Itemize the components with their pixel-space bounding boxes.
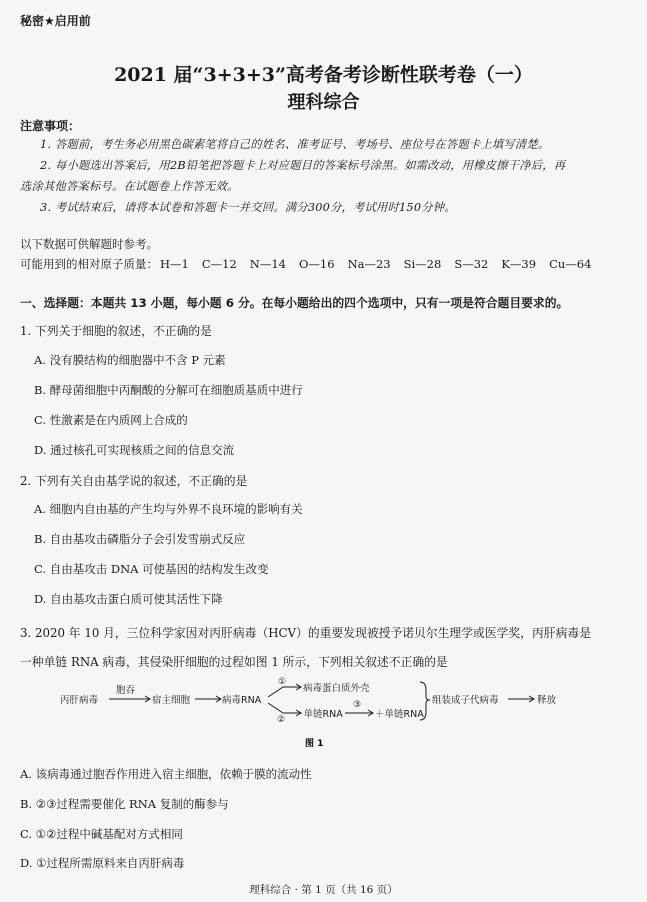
- atomic-masses-label: 可能用到的相对原子质量：: [20, 257, 158, 271]
- notice-item: 3. 考试结束后，请将本试卷和答题卡一并交回。满分300分，考试用时150分钟。: [40, 201, 456, 214]
- notice-item: 1. 答题前，考生务必用黑色碳素笔将自己的姓名、准考证号、考场号、座位号在答题卡上填写清楚。: [40, 138, 550, 151]
- atomic-mass: Na—23: [347, 257, 391, 271]
- notice-item: 选涂其他答案标号。在试题卷上作答无效。: [20, 180, 239, 193]
- step-3-marker: ③: [353, 700, 362, 710]
- node-viral-rna: 病毒RNA: [222, 695, 262, 706]
- question-1-option-c: C. 性激素是在内质网上合成的: [34, 413, 188, 427]
- question-2-stem: 2. 下列有关自由基学说的叙述，不正确的是: [20, 474, 248, 488]
- atomic-mass: K—39: [501, 257, 537, 271]
- exam-title: 2021 届“3+3+3”高考备考诊断性联考卷（一）: [114, 64, 533, 86]
- node-plus-rna: ＋单链RNA: [375, 709, 424, 720]
- atomic-mass: S—32: [454, 257, 489, 271]
- notice-item: 2. 每小题选出答案后，用2B铅笔把答题卡上对应题目的答案标号涂黑。如需改动，用橡皮擦干净后，再: [40, 159, 566, 172]
- atomic-mass: H—1: [160, 257, 189, 271]
- node-release: 释放: [537, 695, 557, 706]
- hcv-infection-diagram: [0, 676, 647, 752]
- atomic-mass: O—16: [299, 257, 335, 271]
- question-2-option-b: B. 自由基攻击磷脂分子会引发雪崩式反应: [34, 532, 246, 546]
- section-heading: 一、选择题：本题共 13 小题，每小题 6 分。在每小题给出的四个选项中，只有一项是符合题目要求的。: [20, 296, 569, 310]
- atomic-mass: Cu—64: [549, 257, 592, 271]
- label-phagocytosis: 胞吞: [116, 685, 136, 696]
- notice-heading: 注意事项：: [20, 119, 81, 133]
- question-3-option-b: B. ②③过程需要催化 RNA 复制的酶参与: [20, 797, 229, 811]
- exam-subject: 理科综合: [287, 92, 360, 113]
- question-3-stem: 3. 2020 年 10 月，三位科学家因对丙肝病毒（HCV）的重要发现被授予诺贝尔生理学或医学奖，丙肝病毒是: [20, 626, 591, 640]
- arrow-step1: [268, 687, 300, 697]
- page-footer: 理科综合 · 第 1 页（共 16 页）: [249, 884, 398, 896]
- atomic-mass: N—14: [249, 257, 286, 271]
- question-1-option-d: D. 通过核孔可实现核质之间的信息交流: [34, 443, 235, 457]
- atomic-mass: Si—28: [403, 257, 442, 271]
- question-2-option-a: A. 细胞内自由基的产生均与外界不良环境的影响有关: [34, 502, 303, 516]
- atomic-masses: [20, 256, 604, 272]
- question-1-option-a: A. 没有膜结构的细胞器中不含 P 元素: [34, 353, 226, 367]
- confidential-label: 秘密★启用前: [20, 14, 91, 28]
- figure-caption: 图 1: [305, 739, 324, 749]
- node-hcv: 丙肝病毒: [60, 695, 99, 706]
- node-assemble: 组装成子代病毒: [432, 695, 499, 706]
- question-1-stem: 1. 下列关于细胞的叙述，不正确的是: [20, 324, 212, 338]
- node-host-cell: 宿主细胞: [152, 695, 191, 706]
- node-capsid: 病毒蛋白质外壳: [303, 683, 370, 694]
- step-1-marker: ①: [278, 677, 287, 687]
- node-minus-rna: －单链RNA: [294, 709, 343, 720]
- step-2-marker: ②: [277, 715, 286, 725]
- question-2-option-d: D. 自由基攻击蛋白质可使其活性下降: [34, 592, 223, 606]
- question-3-option-c: C. ①②过程中碱基配对方式相同: [20, 827, 183, 841]
- atomic-mass: C—12: [201, 257, 237, 271]
- question-3-option-a: A. 该病毒通过胞吞作用进入宿主细胞，依赖于膜的流动性: [20, 767, 312, 781]
- question-1-option-b: B. 酵母菌细胞中丙酮酸的分解可在细胞质基质中进行: [34, 383, 303, 397]
- question-3-stem-continued: 一种单链 RNA 病毒，其侵染肝细胞的过程如图 1 所示，下列相关叙述不正确的是: [20, 655, 448, 669]
- question-2-option-c: C. 自由基攻击 DNA 可使基因的结构发生改变: [34, 562, 269, 576]
- question-3-option-d: D. ①过程所需原料来自丙肝病毒: [20, 856, 185, 870]
- reference-intro: 以下数据可供解题时参考。: [20, 237, 158, 251]
